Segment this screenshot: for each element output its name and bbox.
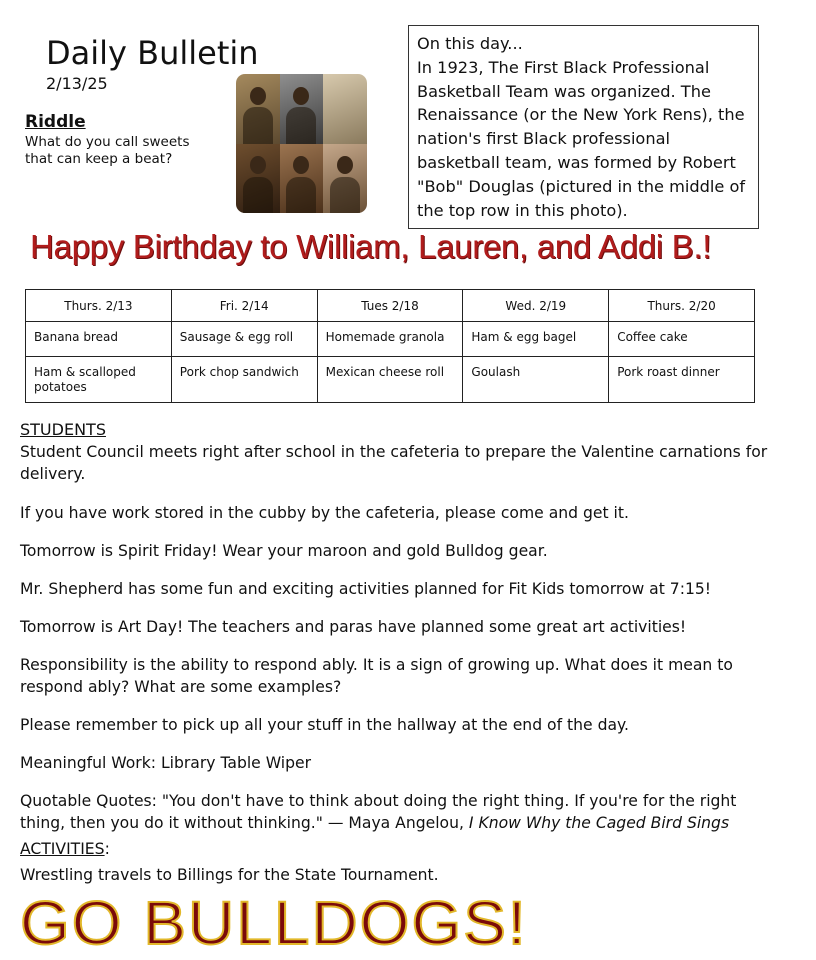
menu-cell: Pork chop sandwich — [171, 357, 317, 403]
menu-cell: Ham & scalloped potatoes — [26, 357, 172, 403]
menu-cell: Pork roast dinner — [609, 357, 755, 403]
menu-cell: Mexican cheese roll — [317, 357, 463, 403]
menu-day-header: Tues 2/18 — [317, 290, 463, 322]
quotable-quote — [20, 790, 770, 834]
photo-cell — [236, 144, 280, 214]
menu-cell: Homemade granola — [317, 322, 463, 357]
menu-cell: Goulash — [463, 357, 609, 403]
menu-day-header: Fri. 2/14 — [171, 290, 317, 322]
photo-cell — [323, 144, 367, 214]
menu-cell: Sausage & egg roll — [171, 322, 317, 357]
quote-text: Quotable Quotes: "You don't have to think about doing the right thing. If you're for the right thing, then you do it without thinking." — Maya Angelou, — [20, 792, 737, 832]
menu-day-header: Thurs. 2/20 — [609, 290, 755, 322]
menu-day-header: Thurs. 2/13 — [26, 290, 172, 322]
announcement: Meaningful Work: Library Table Wiper — [20, 754, 312, 772]
riddle-text: What do you call sweets that can keep a beat? — [25, 134, 190, 167]
students-heading: STUDENTS — [20, 420, 106, 439]
on-this-day-box — [408, 25, 759, 229]
quote-source: I Know Why the Caged Bird Sings — [468, 814, 730, 832]
announcement: Responsibility is the ability to respond ably. It is a sign of growing up. What does it mean to respond ably? What are some examples? — [20, 656, 733, 696]
announcement: Student Council meets right after school in the cafeteria to prepare the Valentine carnations for delivery. — [20, 443, 768, 483]
announcement: Tomorrow is Art Day! The teachers and paras have planned some great art activities! — [20, 618, 687, 636]
announcement: Tomorrow is Spirit Friday! Wear your maroon and gold Bulldog gear. — [20, 542, 548, 560]
menu-day-header: Wed. 2/19 — [463, 290, 609, 322]
activities-heading-row: ACTIVITIES: — [20, 840, 110, 858]
photo-cell — [236, 74, 280, 144]
birthday-banner: Happy Birthday to William, Lauren, and Addi B.! — [30, 228, 712, 265]
menu-cell: Banana bread — [26, 322, 172, 357]
photo-cell — [280, 144, 324, 214]
bulletin-date: 2/13/25 — [46, 74, 108, 93]
riddle-heading: Riddle — [25, 112, 86, 132]
go-bulldogs-banner: GO BULLDOGS! — [20, 888, 528, 958]
lunch-menu-table — [25, 289, 755, 403]
on-this-day-text: In 1923, The First Black Professional Basketball Team was organized. The Renaissance (or the New York Rens), the nation's first Black professional basketball team, was formed by Robert "Bob" Douglas (pictured in the middle of the top row in this photo). — [417, 57, 746, 220]
announcement: Mr. Shepherd has some fun and exciting activities planned for Fit Kids tomorrow at 7:15! — [20, 580, 712, 598]
page-title: Daily Bulletin — [46, 34, 259, 72]
activity-item: Wrestling travels to Billings for the State Tournament. — [20, 866, 439, 884]
photo-cell — [323, 74, 367, 144]
announcement: If you have work stored in the cubby by the cafeteria, please come and get it. — [20, 504, 629, 522]
on-this-day-heading: On this day... — [417, 34, 523, 53]
menu-cell: Ham & egg bagel — [463, 322, 609, 357]
basketball-team-photo — [236, 74, 367, 213]
menu-cell: Coffee cake — [609, 322, 755, 357]
activities-heading: ACTIVITIES — [20, 840, 105, 858]
announcement: Please remember to pick up all your stuff in the hallway at the end of the day. — [20, 716, 629, 734]
photo-cell — [280, 74, 324, 144]
